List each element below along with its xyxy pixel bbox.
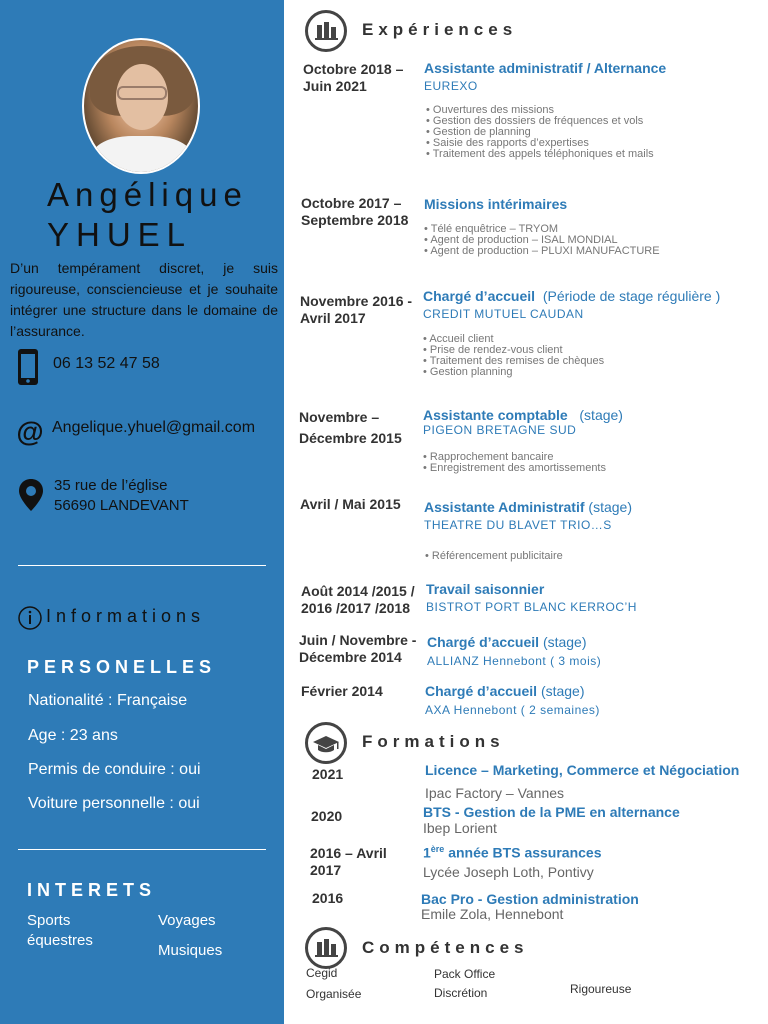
exp-tasks xyxy=(423,452,606,474)
divider xyxy=(18,849,266,850)
exp-date: Février 2014 xyxy=(301,683,383,699)
bar-chart-icon xyxy=(305,927,347,969)
svg-text:@: @ xyxy=(16,417,44,447)
exp-date: Novembre 2016 - Avril 2017 xyxy=(300,293,413,326)
formation-title: 1ère année BTS assurances xyxy=(423,844,602,861)
exp-company: PIGEON BRETAGNE SUD xyxy=(423,423,577,437)
exp-task: • Traitement des appels téléphoniques et mails xyxy=(426,149,654,160)
skill-item: Rigoureuse xyxy=(570,982,632,996)
exp-job-title: Missions intérimaires xyxy=(424,196,568,212)
skill-item: Discrétion xyxy=(434,986,488,1000)
formation-school: Ipac Factory – Vannes xyxy=(425,785,565,801)
formation-year: 2020 xyxy=(311,808,343,824)
info-driving-license: Permis de conduire : oui xyxy=(28,761,201,778)
info-car: Voiture personnelle : oui xyxy=(28,795,200,812)
experiences-icon xyxy=(305,10,347,52)
skill-item: Organisée xyxy=(306,987,362,1001)
formation-title: Licence – Marketing, Commerce et Négociation xyxy=(425,762,740,778)
informations-title: Informations xyxy=(46,606,206,626)
exp-date: Juin / Novembre - Décembre 2014 xyxy=(299,632,417,665)
exp-company: ALLIANZ Hennebont ( 3 mois) xyxy=(427,654,602,668)
exp-task: • Rapprochement bancaire xyxy=(423,452,606,463)
exp-task: • Gestion de planning xyxy=(426,127,654,138)
formation-title: BTS - Gestion de la PME en alternance xyxy=(423,804,680,820)
formation-title: Bac Pro - Gestion administration xyxy=(421,891,639,907)
interest-item: Voyages xyxy=(158,912,216,929)
exp-date: Août 2014 /2015 / 2016 /2017 /2018 xyxy=(301,583,415,616)
exp-date: Octobre 2018 – Juin 2021 xyxy=(303,61,404,94)
exp-job-title: Assistante administratif / Alternance xyxy=(424,60,667,76)
formation-school: Emile Zola, Hennebont xyxy=(421,906,564,922)
info-age: Age : 23 ans xyxy=(28,727,118,744)
interest-item: Musiques xyxy=(158,942,223,959)
exp-task: • Prise de rendez-vous client xyxy=(423,345,604,356)
skill-item: Pack Office xyxy=(434,967,496,981)
experiences-title: Expériences xyxy=(362,20,518,39)
address-line2: 56690 LANDEVANT xyxy=(54,497,189,514)
exp-tasks xyxy=(425,551,563,562)
profile-photo xyxy=(82,38,200,174)
at-icon xyxy=(15,417,45,447)
exp-task: • Ouvertures des missions xyxy=(426,105,654,116)
exp-date: Octobre 2017 – Septembre 2018 xyxy=(301,195,409,228)
formation-school: Ibep Lorient xyxy=(423,820,497,836)
exp-date: Novembre – Décembre 2015 xyxy=(299,409,402,446)
exp-task: • Saisie des rapports d’expertises xyxy=(426,138,654,149)
email-address[interactable]: Angelique.yhuel@gmail.com xyxy=(52,419,256,436)
phone-number[interactable]: 06 13 52 47 58 xyxy=(53,355,160,372)
exp-job-title: Chargé d’accueil (stage) xyxy=(427,634,587,650)
formations-title: Formations xyxy=(362,732,505,751)
interest-item: Sports équestres xyxy=(27,912,93,949)
informations-subtitle: PERSONELLES xyxy=(27,657,217,677)
graduation-cap-icon xyxy=(305,722,347,764)
exp-tasks xyxy=(423,334,604,378)
divider xyxy=(18,565,266,566)
formation-year: 2016 – Avril 2017 xyxy=(310,845,387,878)
last-name: YHUEL xyxy=(47,216,193,253)
exp-task: • Enregistrement des amortissements xyxy=(423,463,606,474)
exp-company: THEATRE DU BLAVET TRIO…S xyxy=(424,518,612,532)
intro-text: D’un tempérament discret, je suis rigoureuse, consciencieuse et je souhaite intégrer une structure dans le domaine de l’assurance. xyxy=(10,260,278,339)
interets-title: INTERETS xyxy=(27,880,157,900)
exp-company: CREDIT MUTUEL CAUDAN xyxy=(423,307,584,321)
exp-task: • Gestion planning xyxy=(423,367,604,378)
formation-year: 2021 xyxy=(312,766,344,782)
info-nationality: Nationalité : Française xyxy=(28,692,188,709)
first-name: Angélique xyxy=(47,176,248,213)
location-pin-icon xyxy=(18,478,44,512)
exp-date: Avril / Mai 2015 xyxy=(300,496,401,512)
phone-icon xyxy=(16,348,40,386)
exp-tasks xyxy=(426,105,654,160)
exp-task: • Gestion des dossiers de fréquences et vols xyxy=(426,116,654,127)
exp-task: • Agent de production – ISAL MONDIAL xyxy=(424,235,660,246)
address-line1: 35 rue de l’église xyxy=(54,477,168,494)
info-icon xyxy=(17,605,43,631)
exp-company: EUREXO xyxy=(424,79,478,93)
exp-task: • Référencement publicitaire xyxy=(425,551,563,562)
exp-tasks xyxy=(424,224,660,257)
exp-job-title: Assistante comptable (stage) xyxy=(423,407,623,423)
sidebar xyxy=(0,0,284,1024)
exp-company: AXA Hennebont ( 2 semaines) xyxy=(425,703,600,717)
exp-task: • Accueil client xyxy=(423,334,604,345)
exp-task: • Traitement des remises de chèques xyxy=(423,356,604,367)
exp-job-title: Chargé d’accueil (stage) xyxy=(425,683,585,699)
exp-job-title: Assistante Administratif (stage) xyxy=(424,499,632,515)
exp-company: BISTROT PORT BLANC KERROC’H xyxy=(426,600,637,614)
skill-item: Cegid xyxy=(306,966,338,980)
exp-task: • Télé enquêtrice – TRYOM xyxy=(424,224,660,235)
exp-task: • Agent de production – PLUXI MANUFACTURE xyxy=(424,246,660,257)
formation-year: 2016 xyxy=(312,890,344,906)
formation-school: Lycée Joseph Loth, Pontivy xyxy=(423,864,594,880)
competences-title: Compétences xyxy=(362,938,529,957)
exp-job-title: Chargé d’accueil (Période de stage régulière ) xyxy=(423,288,721,304)
exp-job-title: Travail saisonnier xyxy=(426,581,545,597)
